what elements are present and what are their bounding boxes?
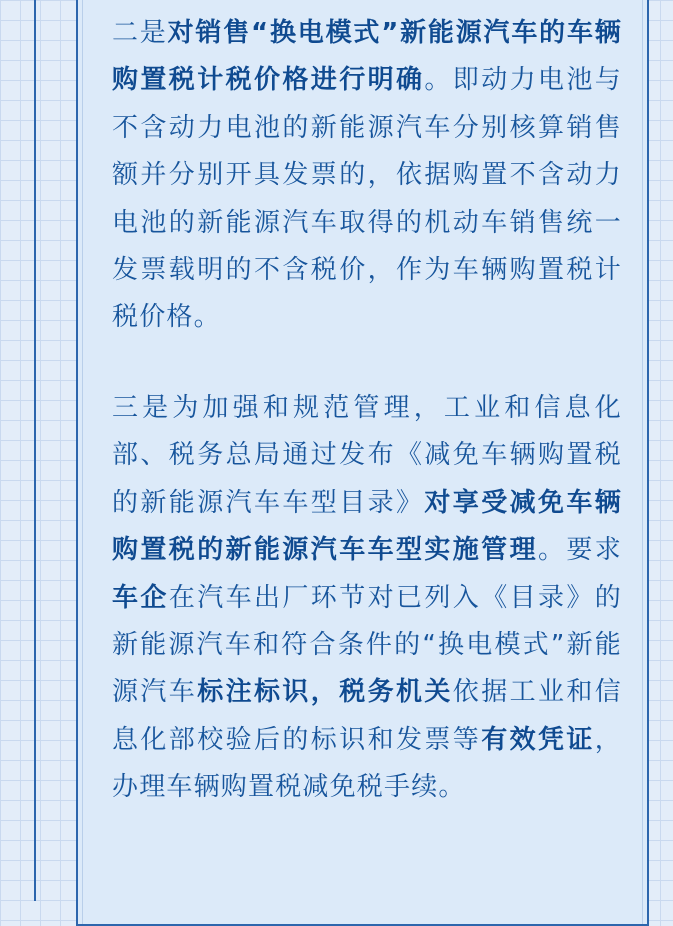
paragraph-3-bold-segment: 有效凭证 xyxy=(481,724,595,755)
paragraph-3-segment: ，办理车辆购置税减免税手续。 xyxy=(112,724,622,803)
left-border-line xyxy=(34,0,36,901)
content-card xyxy=(76,0,649,926)
paragraph-2-bold-segment: 对销售“换电模式”新能源汽车的车辆购置税计税价格进行明确 xyxy=(112,18,622,96)
paragraph-3-bold-segment: 标注标识，税务机关 xyxy=(197,677,453,708)
paragraph-3-bold-segment: 车企 xyxy=(112,582,169,613)
paragraph-3-segment: 在汽车出厂环节对已列入《目录》的新能源汽车和符合条件的“换电模式”新能源汽车 xyxy=(112,582,623,708)
paragraph-3-segment: 。要求 xyxy=(537,535,622,566)
paragraph-3 xyxy=(112,385,622,812)
paragraph-2 xyxy=(112,10,622,342)
paragraph-3-bold-segment: 对享受减免车辆购置税的新能源汽车车型实施管理 xyxy=(112,487,623,566)
paragraph-3-segment: 依据工业和信息化部校验后的标识和发票等 xyxy=(112,677,622,755)
paragraph-2-segment: 二是 xyxy=(112,18,168,48)
paragraph-3-segment: 三是为加强和规范管理，工业和信息化部、税务总局通过发布《减免车辆购置税的新能源汽车车型目录》 xyxy=(112,393,622,518)
paragraph-2-segment: 。即动力电池与不含动力电池的新能源汽车分别核算销售额并分别开具发票的，依据购置不含动力电池的新能源汽车取得的机动车销售统一发票载明的不含税价，作为车辆购置税计税价格。 xyxy=(112,65,623,333)
